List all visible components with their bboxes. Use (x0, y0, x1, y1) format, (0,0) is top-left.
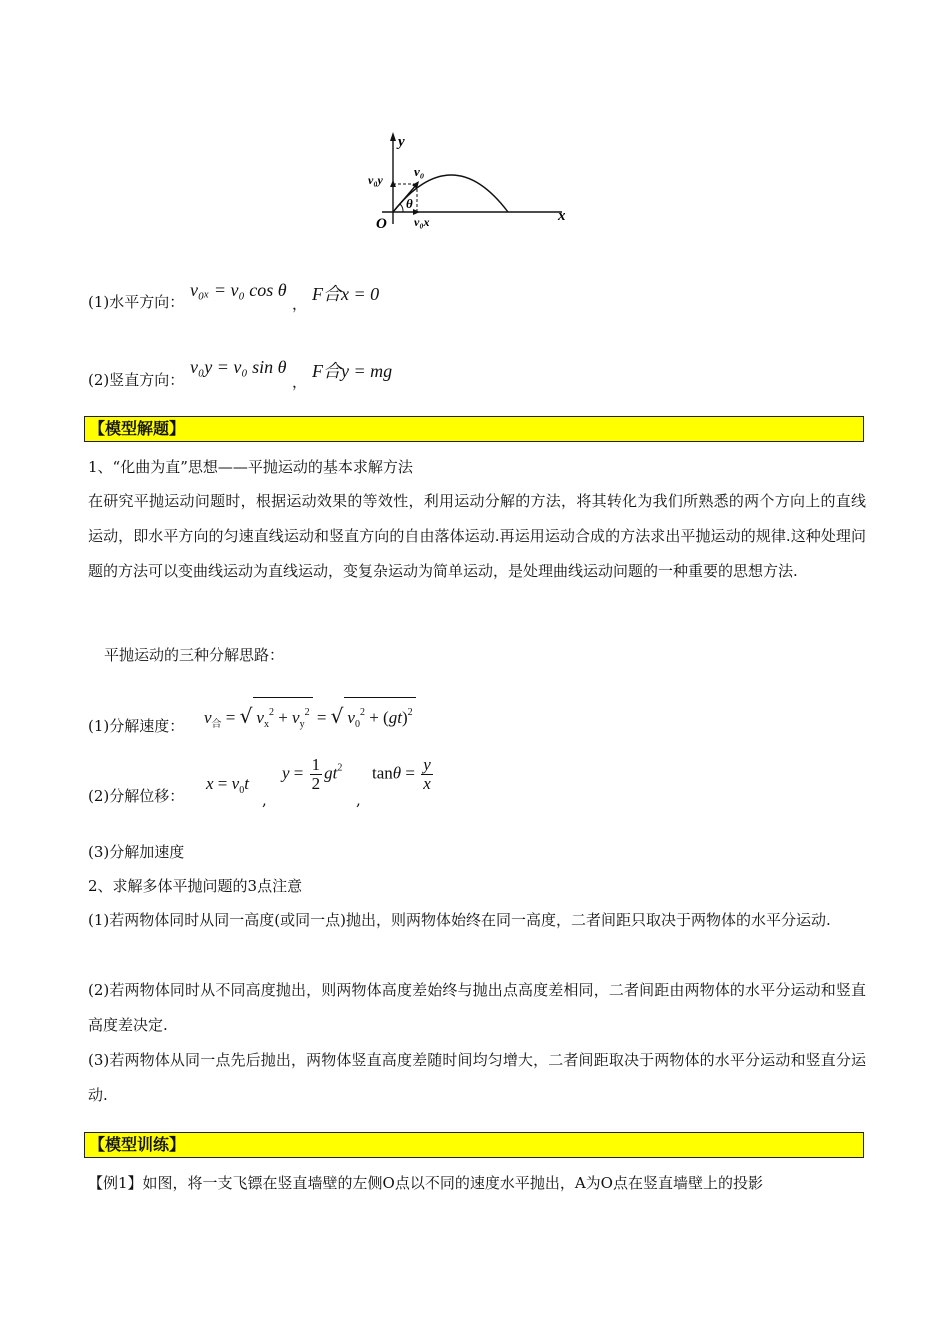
section-title-model-solving: 【模型解题】 (89, 419, 186, 438)
section-banner-model-training (84, 1132, 864, 1158)
displacement-separator-1: , (262, 791, 267, 809)
v0y-label: v₀y (368, 173, 383, 187)
tan-theta-formula: tanθ = $\frac{y}{x}$ (372, 755, 431, 793)
theta-label: θ (406, 196, 413, 211)
velocity-decomposition-formula: $v_合$ = √ $v_x^2 + v_y^2$ = √ $v_0^2 + (gt)^2$ (204, 697, 416, 740)
horizontal-force-formula: F合x = 0 (312, 284, 380, 304)
displacement-x-formula: $x = v_0t$ (206, 774, 249, 796)
note-3: (3)若两物体从同一点先后抛出，两物体竖直高度差随时间均匀增大，二者间距取决于两物体的水平分运动和竖直分运动. (88, 1051, 866, 1104)
y-axis-label: y (398, 134, 405, 150)
horizontal-eq1: v₀ₓ = v₀ cos θ (190, 280, 287, 300)
vertical-velocity-formula: v₀y = v₀ sin θ (190, 357, 287, 377)
paragraph-method-1: 在研究平抛运动问题时，根据运动效果的等效性，利用运动分解的方法，将其转化为我们所熟悉的两个方向上的直线运动，即水平方向的匀速直线运动和竖直方向的自由落体运动.再运用运动合成的方法求出平抛运动的规律.这种处理问题的方法可以变曲线运动为直线运动，变复杂运动为简单运动，是处理曲线运动问题的一种重要的思想方法. (88, 492, 866, 580)
horizontal-velocity-formula (190, 280, 287, 301)
x-axis-label: x (558, 208, 566, 224)
note-2: (2)若两物体同时从不同高度抛出，则两物体高度差始终与抛出点高度差相同，二者间距由两物体的水平分运动和竖直高度差决定. (88, 981, 866, 1034)
way2-label: (2)分解位移： (88, 787, 185, 805)
displacement-separator-2: , (356, 791, 361, 809)
note-1: (1)若两物体同时从同一高度(或同一点)抛出，则两物体始终在同一高度，二者间距只取决于两物体的水平分运动. (88, 911, 831, 929)
vertical-separator: ， (292, 373, 308, 391)
v0-label: v₀ (414, 164, 425, 179)
three-ways-heading: 平抛运动的三种分解思路： (104, 646, 285, 664)
section-banner-model-solving (84, 416, 864, 442)
heading-method-1: 1、“化曲为直”思想——平抛运动的基本求解方法 (88, 458, 413, 476)
projectile-diagram (362, 128, 582, 238)
section-title-model-training: 【模型训练】 (89, 1135, 186, 1154)
horizontal-separator: ， (292, 295, 308, 313)
vertical-force-formula: F合y = mg (312, 361, 393, 381)
heading-method-2: 2、求解多体平抛问题的3点注意 (88, 877, 303, 895)
example-1-text: 【例1】如图，将一支飞镖在竖直墙壁的左侧O点以不同的速度水平抛出，A为O点在竖直墙壁上的投影 (88, 1174, 763, 1192)
origin-label: O (376, 216, 387, 232)
way3-label: (3)分解加速度 (88, 843, 185, 861)
way1-label: (1)分解速度： (88, 717, 185, 735)
displacement-y-formula: y = $\frac{1}{2}$ $gt^2$ (282, 755, 343, 793)
v0x-label: v₀x (414, 215, 430, 229)
vertical-direction-label: (2)竖直方向： (88, 371, 185, 389)
horizontal-direction-label: (1)水平方向： (88, 293, 185, 311)
